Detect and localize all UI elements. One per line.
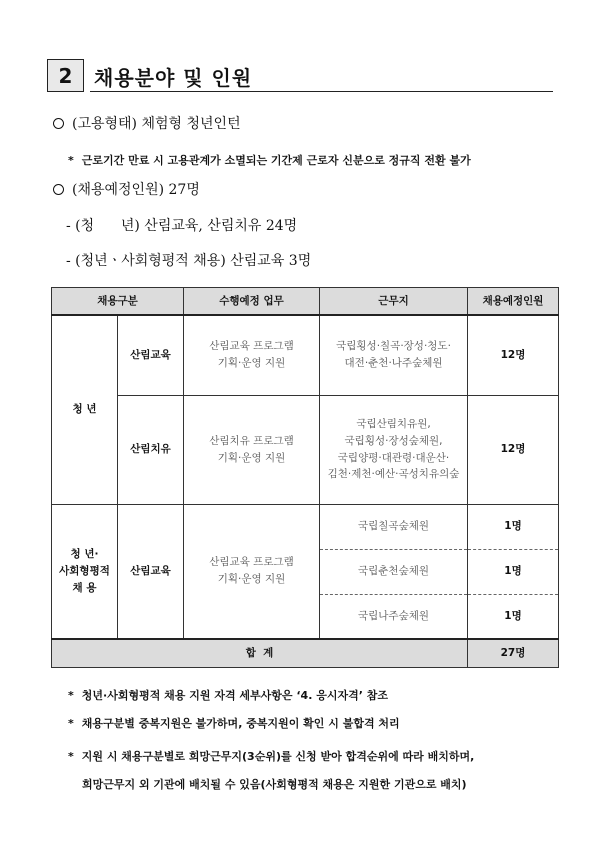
field-cell: 산림교육	[118, 315, 184, 395]
count-cell: 1명	[468, 504, 559, 549]
circle-bullet-icon	[53, 118, 64, 129]
footnote	[68, 748, 474, 764]
total-label: 합 계	[52, 639, 468, 668]
circle-bullet-icon	[53, 184, 64, 195]
location-cell: 국립횡성·칠곡·장성·청도· 대전·춘천·나주숲체원	[320, 315, 468, 395]
header-location: 근무지	[320, 288, 468, 316]
table-header-row	[52, 288, 559, 316]
count-cell: 12명	[468, 395, 559, 504]
recruitment-table	[51, 287, 559, 668]
footnote	[68, 687, 388, 703]
total-row	[52, 639, 559, 668]
footnote-text: 청년·사회형평적 채용 지원 자격 세부사항은 ‘4. 응시자격’ 참조	[81, 689, 388, 702]
section-divider	[90, 91, 553, 92]
sub-item-equity: - (청년ㆍ사회형평적 채용) 산림교육 3명	[66, 253, 312, 269]
employment-type-text: (고용형태) 체험형 청년인턴	[72, 116, 241, 132]
header-count: 채용예정인원	[468, 288, 559, 316]
table-row	[52, 395, 559, 504]
footnote-text: 채용구분별 중복지원은 불가하며, 중복지원이 확인 시 불합격 처리	[81, 717, 400, 730]
asterisk-icon: *	[68, 750, 74, 763]
asterisk-icon: *	[68, 154, 74, 167]
category-youth: 청 년	[52, 315, 118, 504]
total-count: 27명	[468, 639, 559, 668]
header-duty: 수행예정 업무	[184, 288, 320, 316]
count-cell: 1명	[468, 549, 559, 594]
field-cell: 산림치유	[118, 395, 184, 504]
asterisk-icon: *	[68, 689, 74, 702]
location-cell: 국립나주숲체원	[320, 594, 468, 639]
table-row	[52, 315, 559, 395]
duty-cell: 산림교육 프로그램 기획·운영 지원	[184, 504, 320, 639]
header-category: 채용구분	[52, 288, 184, 316]
employment-type-item	[53, 113, 241, 133]
table-row	[52, 504, 559, 549]
footnote-continuation: 희망근무지 외 기관에 배치될 수 있음(사회형평적 채용은 지원한 기관으로 배치)	[82, 778, 467, 791]
section-title: 채용분야 및 인원	[94, 66, 253, 90]
headcount-text: (채용예정인원) 27명	[72, 182, 200, 198]
asterisk-icon: *	[68, 717, 74, 730]
headcount-item	[53, 179, 200, 199]
count-cell: 1명	[468, 594, 559, 639]
footnote-text: 지원 시 채용구분별로 희망근무지(3순위)를 신청 받아 합격순위에 따라 배치하며,	[81, 750, 475, 763]
location-cell: 국립칠곡숲체원	[320, 504, 468, 549]
employment-note-text: 근로기간 만료 시 고용관계가 소멸되는 기간제 근로자 신분으로 정규직 전환 불가	[81, 154, 471, 167]
employment-note	[68, 152, 471, 168]
duty-cell: 산림교육 프로그램 기획·운영 지원	[184, 315, 320, 395]
duty-cell: 산림치유 프로그램 기획·운영 지원	[184, 395, 320, 504]
category-youth-equity: 청 년· 사회형평적 채 용	[52, 504, 118, 639]
field-cell: 산림교육	[118, 504, 184, 639]
sub-item-youth: - (청 년) 산림교육, 산림치유 24명	[66, 218, 298, 234]
section-number: 2	[47, 59, 84, 92]
location-cell: 국립산림치유원, 국립횡성·장성숲체원, 국립양평·대관령·대운산· 김천·제천·예산·곡성치유의숲	[320, 395, 468, 504]
location-cell: 국립춘천숲체원	[320, 549, 468, 594]
footnote	[68, 715, 400, 731]
count-cell: 12명	[468, 315, 559, 395]
